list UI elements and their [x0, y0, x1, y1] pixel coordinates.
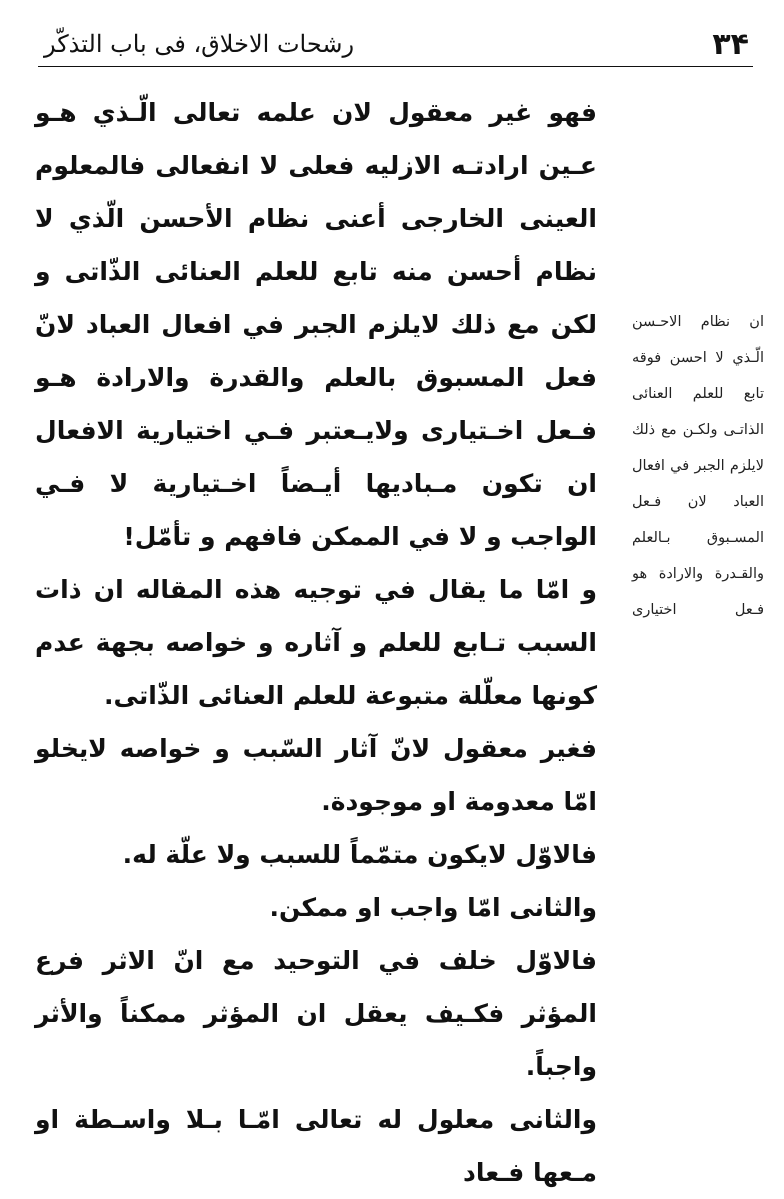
paragraph-1: فهو غير معقول لان علمه تعالى الّـذي هـو عـين ارادتـه الازليه فعلى لا انفعالى فالمعلوم العينى الخارجى أعنى نظام الأحسن الّذي لا نظام أحسن منه تابع للعلم العنائى الذّاتى و لكن مع ذلك لايلزم الجبر في افعال العباد لانّ فعل المسبوق بالعلم والقدرة والارادة هـو فـعل اخـتيارى ولايـعتبر فـي اختيارية الافعال ان تكون مـباديها أيـضاً اخـتيارية لا فـي الواجب و لا في الممكن فافهم و تأمّل!	[35, 98, 597, 551]
paragraph-7: والثانى معلول له تعالى امّـا بـلا واسـطة او مـعها فـعاد	[35, 1105, 597, 1187]
paragraph-5: والثانى امّا واجب او ممكن.	[269, 893, 597, 922]
paragraph-3: فغير معقول لانّ آثار السّبب و خواصه لايخلو امّا معدومة او موجودة.	[35, 734, 597, 816]
paragraph-6: فالاوّل خلف في التوحيد مع انّ الاثر فرع المؤثر فكـيف يعقل ان المؤثر ممكناً والأثر واجباً.	[35, 946, 597, 1081]
page-number: ٣۴	[712, 26, 749, 62]
page-header	[38, 22, 753, 67]
paragraph-4: فالاوّل لايكون متمّماً للسبب ولا علّة له.	[122, 840, 597, 869]
margin-note: ان نظام الاحـسن الّـذي لا احسن فوقه تابع للعلم العنائى الذاتـى ولكـن مع ذلك لايلزم الجبر في افعال العباد لان فـعل المسـبوق بـالعلم والقـدرة والارادة هو فـعل اختيارى	[632, 314, 764, 618]
main-text	[35, 86, 621, 1199]
running-title: رشحات الاخلاق، فی باب التذكّر	[44, 30, 355, 58]
paragraph-2: و امّا ما يقال في توجيه هذه المقاله ان ذات السبب تـابع للعلم و آثاره و خواصه بجهة عدم كونها معلّلة متبوعة للعلم العنائى الذّاتى.	[35, 575, 597, 710]
